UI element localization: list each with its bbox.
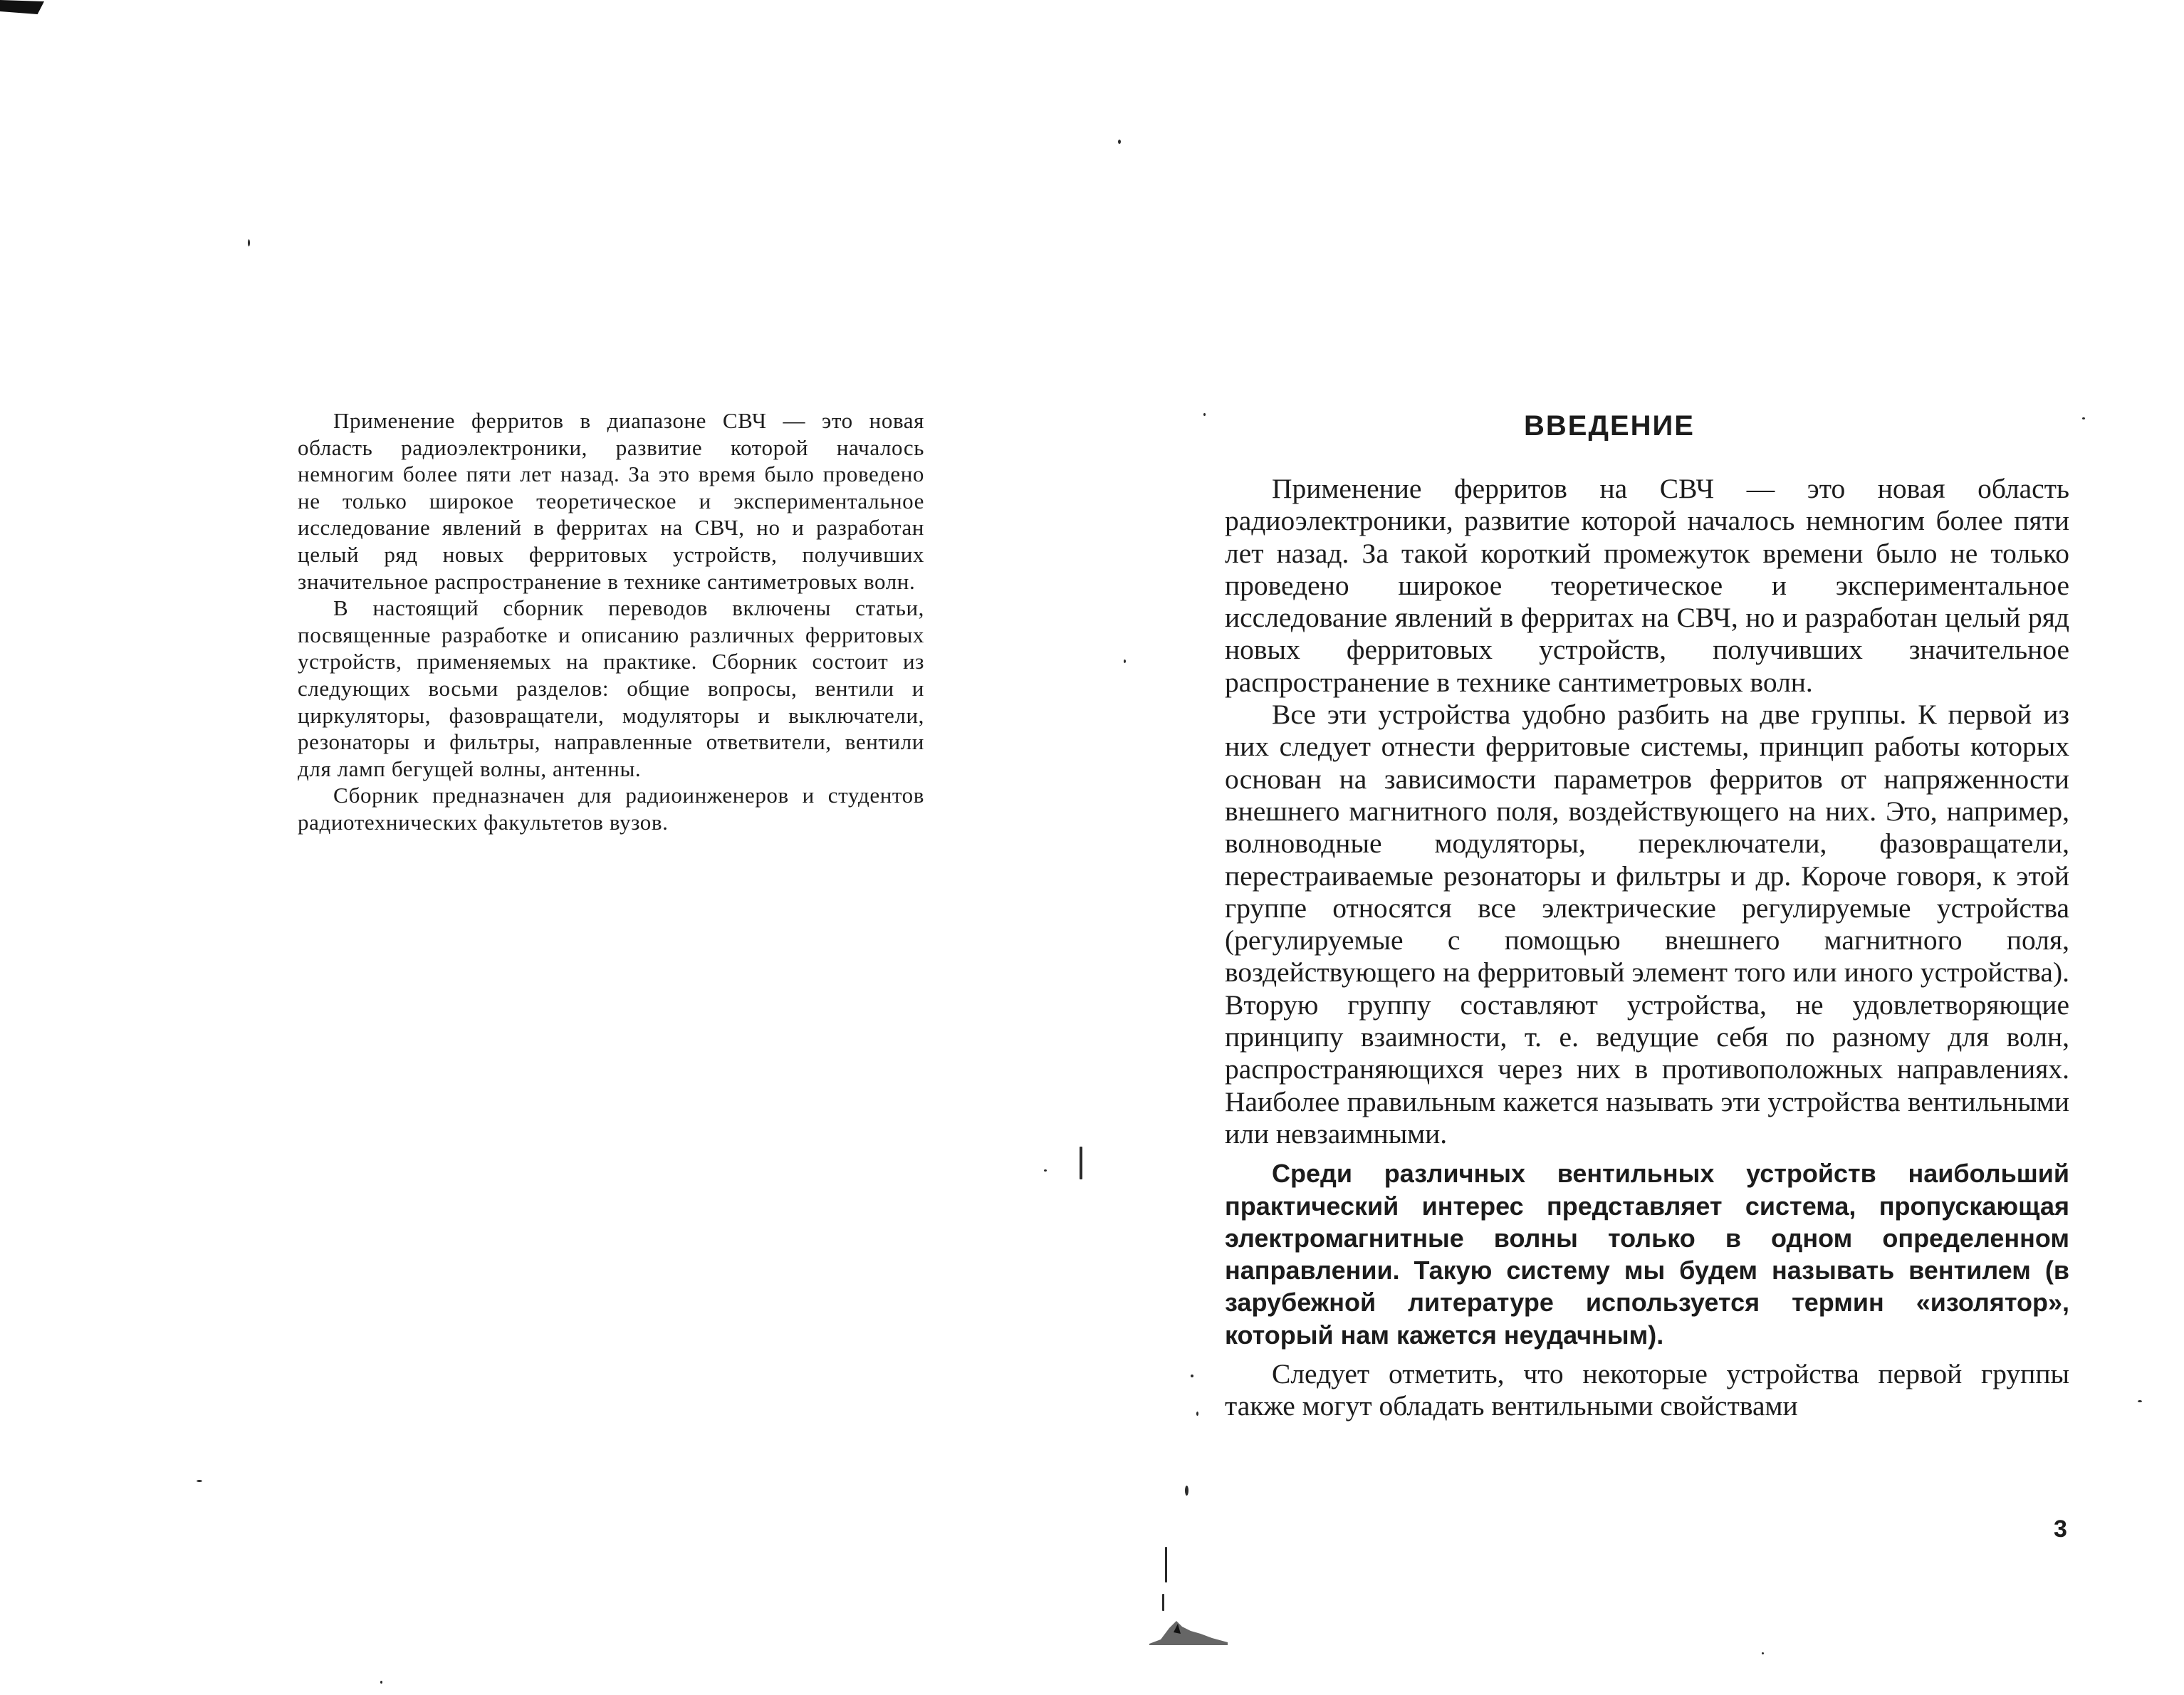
scan-speck [1203,413,1206,416]
scan-speck [380,1681,382,1684]
scan-speck [197,1480,202,1482]
introduction-text [1225,473,2069,1423]
chapter-heading: ВВЕДЕНИЕ [1524,410,1695,442]
scan-speck [2082,417,2085,419]
annotation-block [298,407,924,836]
scan-speck [248,239,250,246]
scan-speck [1044,1169,1047,1172]
annotation-paragraph: Сборник предназначен для радиоинженеров и студентов радиотехнических факультетов вузов. [298,783,924,835]
page-number: 3 [2054,1516,2067,1543]
annotation-paragraph: Применение ферритов в диапазоне СВЧ — это новая область радиоэлектроники, развитие которой началось немногим более пяти лет назад. За это время было проведено не только широкое теоретическое и экспериментальное исследование явлений в ферритах на СВЧ, но и разработан целый ряд новых ферритовых устройств, получивших значительное распространение в технике сантиметровых волн. [298,408,924,594]
scan-speck [1118,140,1121,144]
scan-speck [1162,1594,1164,1611]
scan-speck [1124,659,1126,663]
scan-speck [1762,1652,1764,1654]
body-paragraph: Все эти устройства удобно разбить на две группы. К первой из них следует отнести ферритовые системы, принцип работы которых основан на зависимости параметров ферритов от напряженности внешнего магнитного поля, воздействующего на них. Это, например, волноводные модуляторы, переключатели, фазовращатели, перестраиваемые резонаторы и фильтры и др. Короче говоря, к этой группе относятся все электрические регулируемые устройства (регулируемые с помощью внешнего магнитного поля, воздействующего на ферритовый элемент того или иного устройства). Вторую группу составляют устройства, не удовлетворяющие принципу взаимности, т. е. ведущие себя по разному для волн, распространяющихся через них в противоположных направлениях. Наиболее правильным кажется называть эти устройства вентильными или невзаимными. [1225,699,2069,1149]
scan-speck [1165,1547,1167,1582]
scan-speck [1185,1486,1188,1496]
scan-speck [2138,1400,2142,1402]
annotation-paragraph: В настоящий сборник переводов включены статьи, посвященные разработке и описанию различных ферритовых устройств, применяемых на практике. Сборник состоит из следующих восьми разделов: общие вопросы, вентили и циркуляторы, фазовращатели, модуляторы и выключатели, резонаторы и фильтры, направленные ответвители, вентили для ламп бегущей волны, антенны. [298,595,924,781]
body-paragraph: Следует отметить, что некоторые устройства первой группы также могут обладать вентильными свойствами [1225,1358,2069,1422]
body-paragraph: Среди различных вентильных устройств наибольший практический интерес представляет система, пропускающая электромагнитные волны только в одном определенном направлении. Такую систему мы будем называть вентилем (в зарубежной литературе используется термин «изолятор», который нам кажется неудачным). [1225,1159,2069,1350]
scan-speck [1080,1147,1082,1179]
scan-smudge [1148,1618,1233,1647]
scan-speck [1191,1375,1193,1377]
body-paragraph: Применение ферритов на СВЧ — это новая область радиоэлектроники, развитие которой началось немногим более пяти лет назад. За такой короткий промежуток времени было не только проведено широкое теоретическое и экспериментальное исследование явлений в ферритах на СВЧ, но и разработан целый ряд новых ферритовых устройств, получивших значительное распространение в технике сантиметровых волн. [1225,473,2069,698]
scan-speck [1196,1412,1198,1416]
scan-corner-mark [0,0,44,14]
